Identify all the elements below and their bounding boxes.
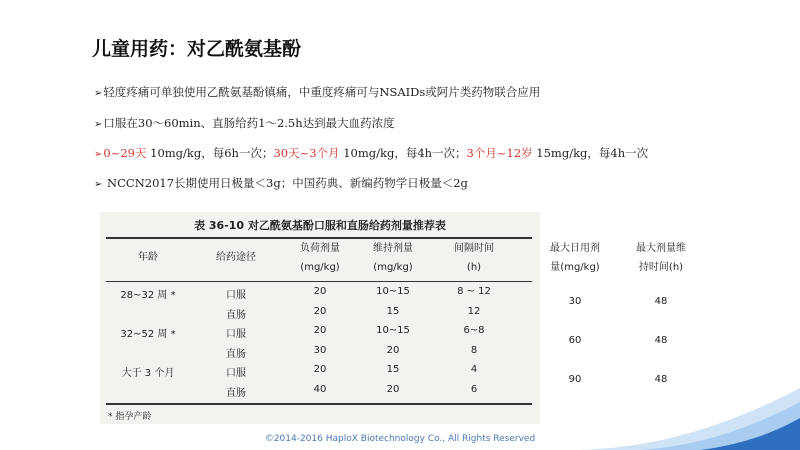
bullet-dosing-by-age <box>94 145 648 161</box>
table-header-rule <box>106 281 532 282</box>
slide-title: 儿童用药：对乙酰氨基酚 <box>92 38 302 60</box>
dose-infant: 10mg/kg，每4h一次； <box>339 146 467 160</box>
cell-loading: 20 <box>313 286 327 297</box>
header-loading-dose: 负荷剂量 (mg/kg) <box>300 243 340 273</box>
header-maintenance-dose: 维持剂量 (mg/kg) <box>373 243 413 273</box>
bullet-peak-time <box>94 115 395 131</box>
cell-interval: 12 <box>467 305 481 317</box>
cell-interval: 4 <box>470 364 478 375</box>
bullet-text: 口服在30～60min、直肠给药1～2.5h达到最大血药浓度 <box>103 116 395 130</box>
table-caption: 表 36-10 对乙酰氨基酚口服和直肠给药剂量推荐表 <box>194 219 446 232</box>
cell-maint: 20 <box>386 383 400 395</box>
age-range-child: 3个月~12岁 <box>466 146 533 160</box>
cell-maxdur: 48 <box>654 373 668 385</box>
arrow-bullet-icon: ➢ <box>94 119 103 130</box>
cell-interval: 6 <box>470 383 478 395</box>
cell-age: 大于 3 个月 <box>121 368 175 379</box>
cell-maint: 10~15 <box>376 286 410 297</box>
copyright-footer: ©2014-2016 HaploX Biotechnology Co., All Rights Reserved <box>264 434 536 444</box>
cell-maint: 10~15 <box>376 325 410 336</box>
cell-route: 口服 <box>226 329 246 340</box>
cell-maxdaily: 60 <box>568 334 582 346</box>
cell-maint: 20 <box>386 344 400 356</box>
arrow-bullet-icon: ➢ <box>94 149 103 160</box>
cell-route: 直肠 <box>226 348 246 360</box>
cell-interval: 8 ~ 12 <box>457 286 491 297</box>
cell-maxdaily: 30 <box>568 295 582 307</box>
dosing-table-image <box>100 212 600 424</box>
cell-route: 直肠 <box>226 387 246 399</box>
cell-maxdur: 48 <box>654 295 668 307</box>
header-age: 年龄 <box>138 252 158 263</box>
cell-loading: 30 <box>313 344 327 356</box>
cell-route: 口服 <box>226 368 246 379</box>
cell-interval: 6~8 <box>463 325 485 336</box>
age-range-infant: 30天~3个月 <box>273 146 340 160</box>
arrow-bullet-icon: ➢ <box>94 88 103 99</box>
dose-neonate: 10mg/kg，每6h一次； <box>146 146 274 160</box>
cell-age: 32~52 周 * <box>120 329 176 340</box>
header-max-duration: 最大剂量维 持时间(h) <box>636 243 686 273</box>
bullet-max-daily-dose <box>94 175 468 191</box>
cell-maxdaily: 90 <box>568 373 582 385</box>
cell-loading: 20 <box>313 364 327 375</box>
dose-child: 15mg/kg，每4h一次 <box>532 146 649 160</box>
header-interval: 间隔时间 (h) <box>454 243 494 273</box>
cell-loading: 20 <box>313 325 327 336</box>
cell-route: 口服 <box>226 290 246 301</box>
cell-route: 直肠 <box>226 309 246 321</box>
cell-loading: 20 <box>313 305 327 317</box>
arrow-bullet-icon: ➢ <box>94 179 103 190</box>
header-route: 给药途径 <box>216 252 256 263</box>
age-range-neonate: 0~29天 <box>103 146 147 160</box>
header-max-daily: 最大日用剂 量(mg/kg) <box>550 243 600 273</box>
cell-maint: 15 <box>386 364 400 375</box>
table-footnote: * 指孕产龄 <box>108 412 152 422</box>
bullet-text: NCCN2017长期使用日极量＜3g；中国药典、新编药物学日极量＜2g <box>103 176 468 190</box>
cell-loading: 40 <box>313 383 327 395</box>
cell-interval: 8 <box>470 344 478 356</box>
cell-maxdur: 48 <box>654 334 668 346</box>
cell-age: 28~32 周 * <box>120 290 176 301</box>
bullet-text: 轻度疼痛可单独使用乙酰氨基酚镇痛，中重度疼痛可与NSAIDs或阿片类药物联合应用 <box>103 85 541 99</box>
bullet-pain-usage <box>94 84 540 100</box>
table-bottom-rule <box>106 403 532 405</box>
cell-maint: 15 <box>386 305 400 317</box>
